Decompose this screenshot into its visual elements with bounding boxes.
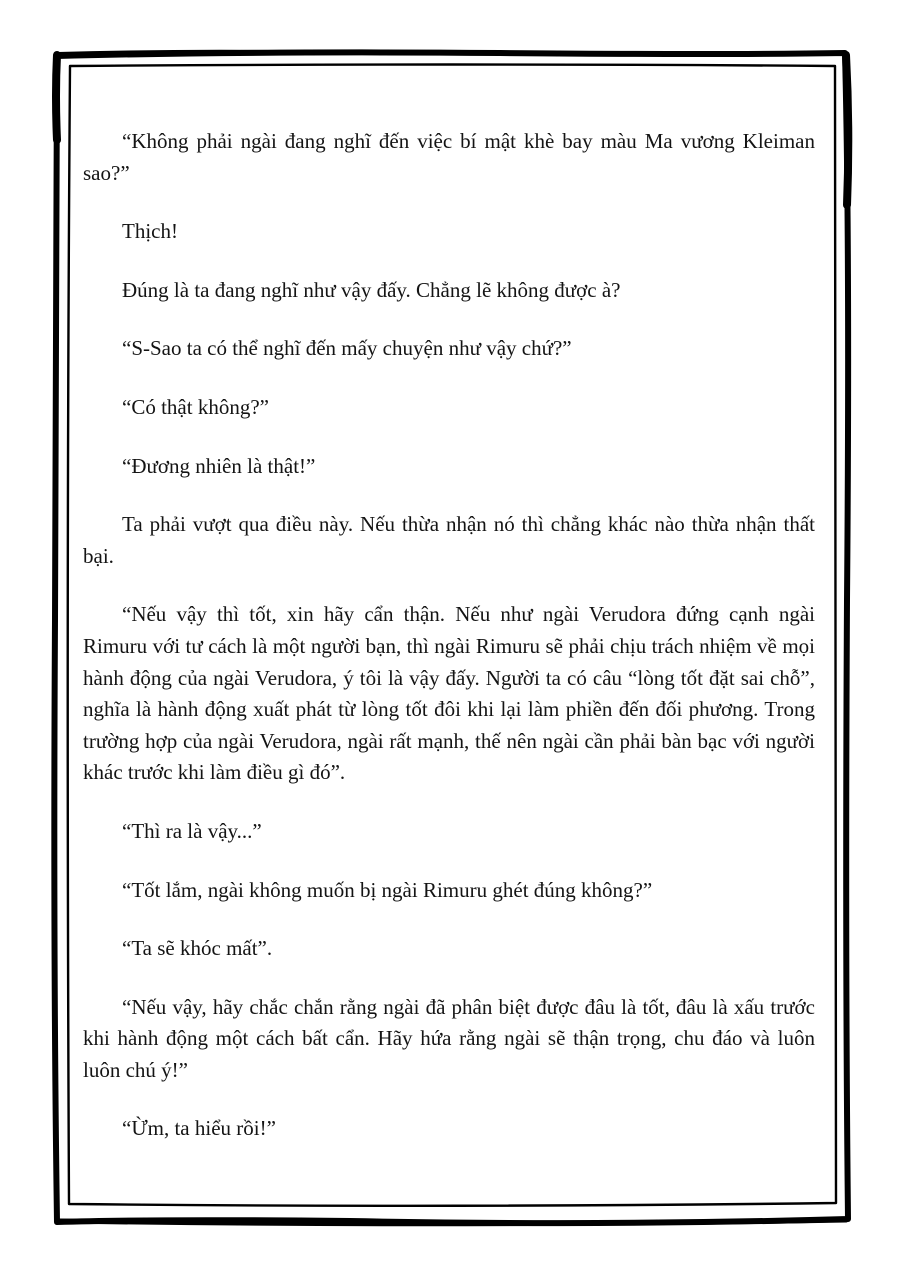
paragraph: “Có thật không?” [122, 394, 269, 419]
paragraph: Thịch! [122, 219, 178, 244]
paragraph: “Đương nhiên là thật!” [122, 453, 316, 478]
paragraph: “Nếu vậy, hãy chắc chắn rằng ngài đã phân biệt được đâu là tốt, đâu là xấu trước khi hành động một cách bất cẩn. Hãy hứa rằng ngài sẽ thận trọng, chu đáo và luôn luôn chú ý!” [83, 994, 815, 1082]
paragraph: Ta phải vượt qua điều này. Nếu thừa nhận nó thì chẳng khác nào thừa nhận thất bại. [83, 512, 815, 568]
paragraph: “Ta sẽ khóc mất”. [122, 936, 273, 961]
paragraph: “S-Sao ta có thể nghĩ đến mấy chuyện như vậy chứ?” [122, 336, 572, 361]
frame-ink-accent-bottom [60, 1220, 846, 1224]
paragraph: “Nếu vậy thì tốt, xin hãy cẩn thận. Nếu như ngài Verudora đứng cạnh ngài Rimuru với tư cách là một người bạn, thì ngài Rimuru sẽ phải chịu trách nhiệm về mọi hành động của ngài Verudora, ý tôi là vậy đấy. Người ta có câu “lòng tốt đặt sai chỗ”, nghĩa là hành động xuất phát từ lòng tốt đôi khi lại làm phiền đến đối phương. Trong trường hợp của ngài Verudora, ngài rất mạnh, thế nên ngài cần phải bàn bạc với người khác trước khi làm điều gì đó”. [83, 602, 815, 785]
paragraph: “Không phải ngài đang nghĩ đến việc bí mật khè bay màu Ma vương Kleiman sao?” [83, 129, 815, 185]
frame-ink-accent-top [58, 52, 340, 54]
paragraph: “Tốt lắm, ngài không muốn bị ngài Rimuru ghét đúng không?” [122, 877, 653, 902]
frame-ink-accent-top-right [846, 55, 848, 205]
frame-ink-accent-top-left [56, 55, 57, 140]
paragraph: Đúng là ta đang nghĩ như vậy đấy. Chẳng lẽ không được à? [122, 277, 621, 302]
paragraph: “Thì ra là vậy...” [122, 818, 262, 843]
paragraph: “Ừm, ta hiểu rồi!” [122, 1116, 276, 1141]
text-area [83, 126, 815, 1145]
